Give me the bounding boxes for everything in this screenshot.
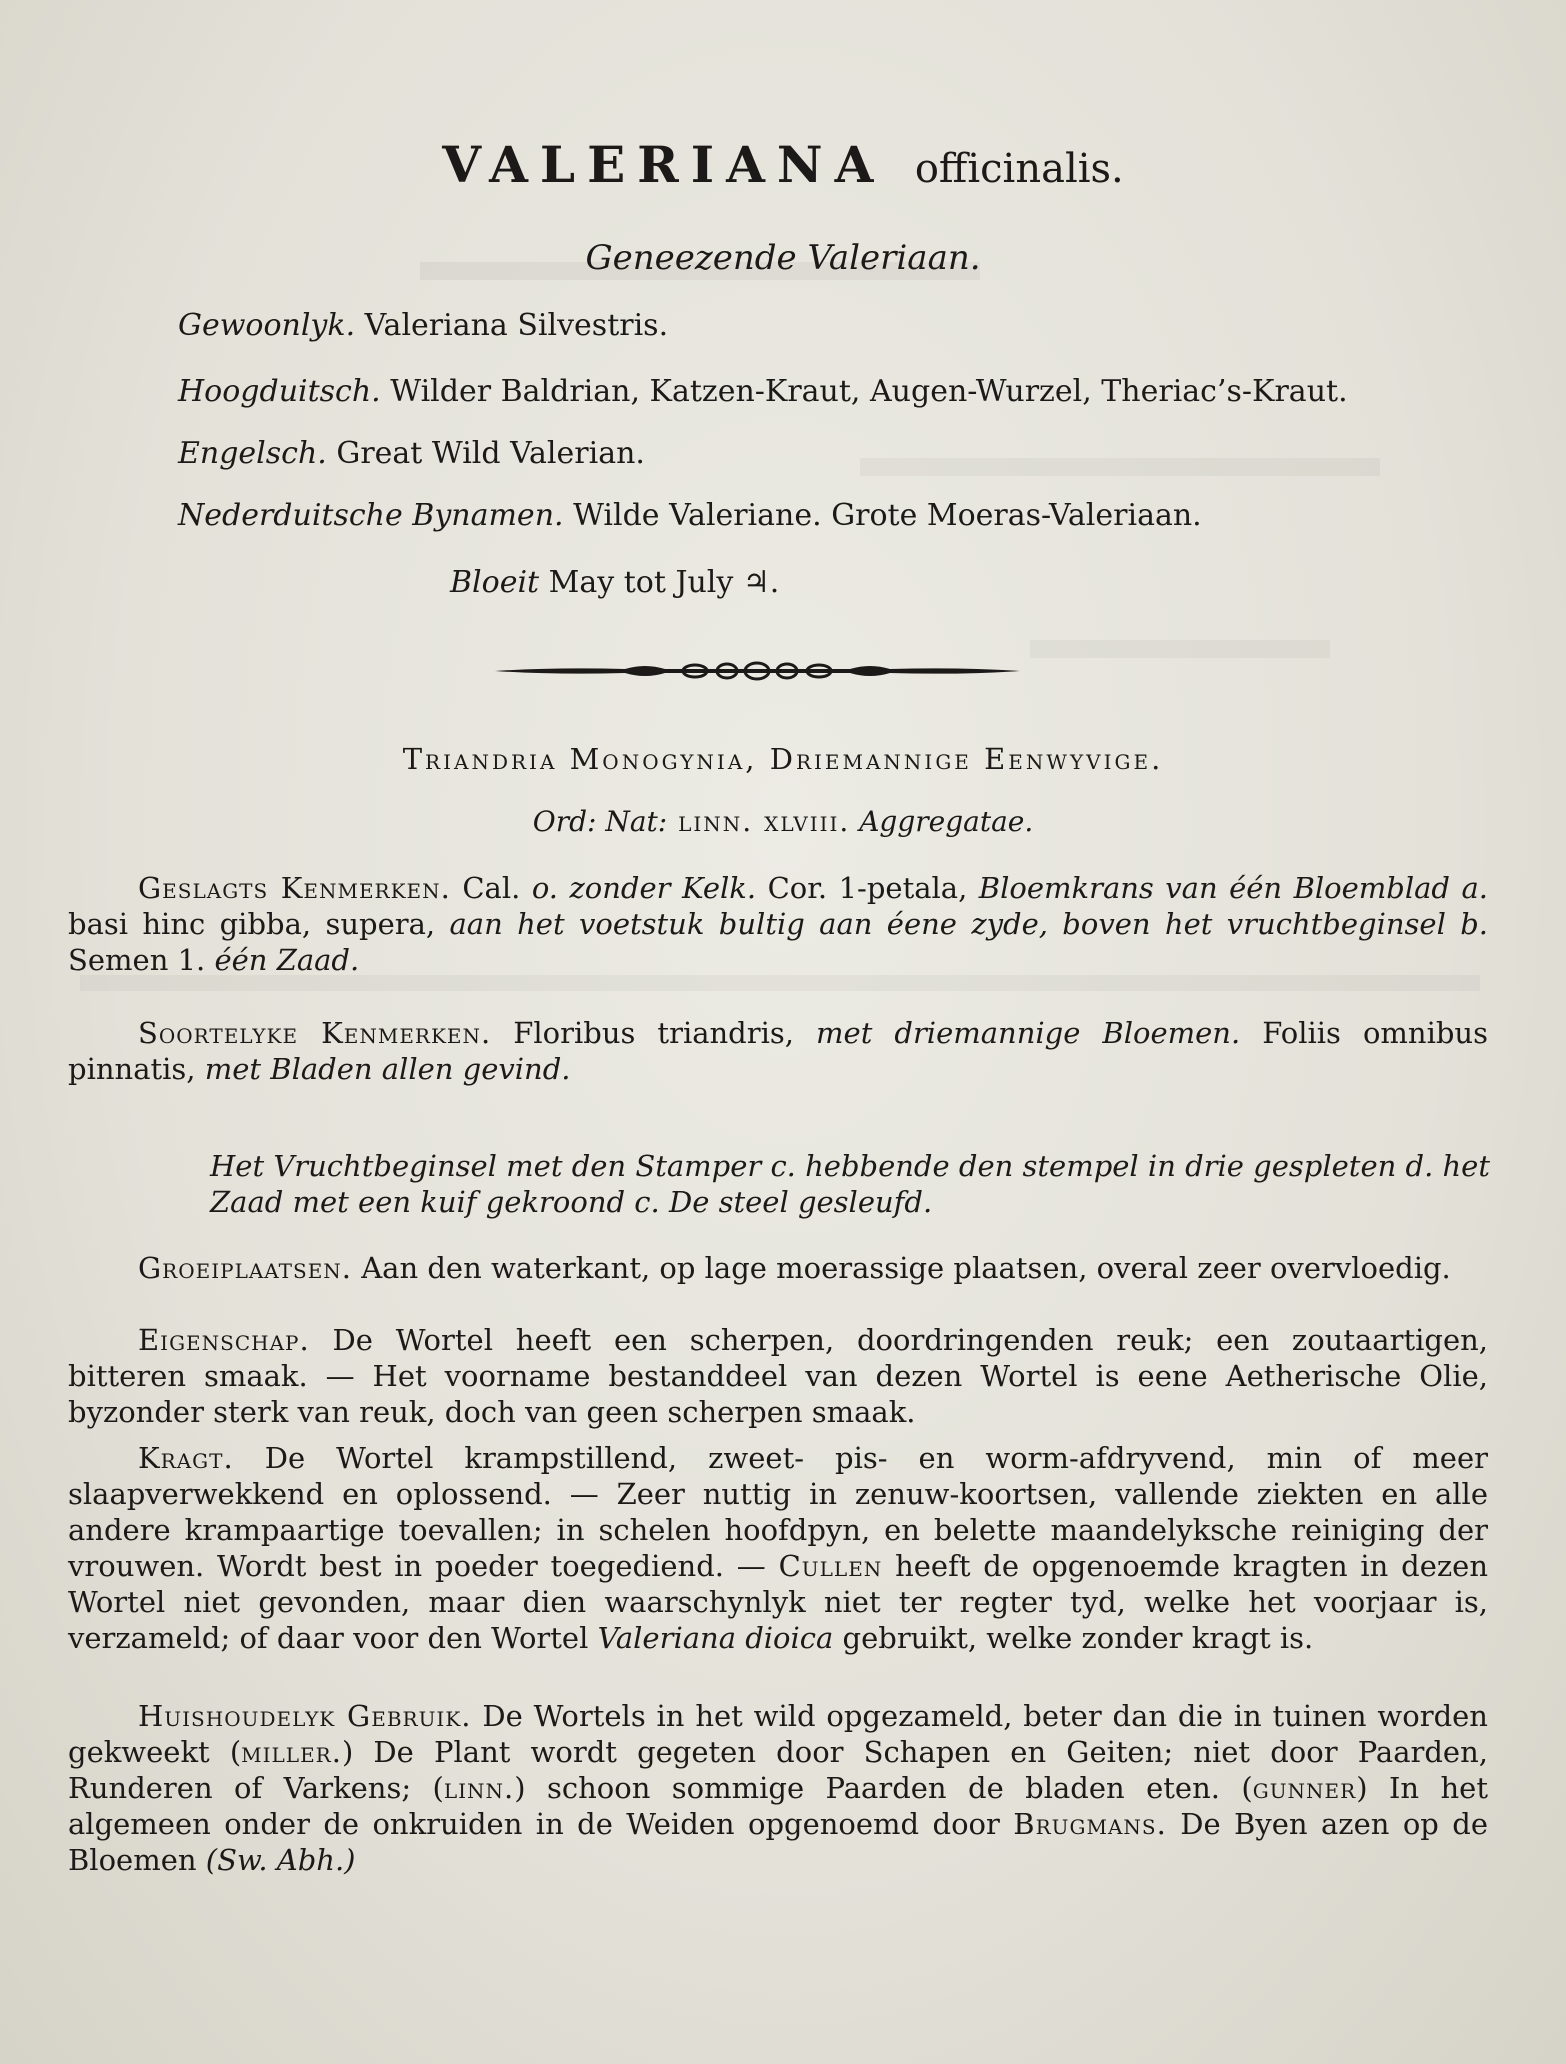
- order-prefix: Ord: Nat:: [532, 805, 668, 838]
- author-name: gunner: [1252, 1771, 1357, 1805]
- section-text: Aan den waterkant, op lage moerassige plaatsen, overal zeer overvloedig.: [352, 1251, 1451, 1285]
- genus-characteristics: [68, 870, 1488, 978]
- section-text: gebruikt, welke zonder kragt is.: [833, 1621, 1314, 1655]
- section-text: De Byen azen op de Bloemen: [68, 1807, 1488, 1877]
- latin-text: Cor. 1-petala,: [756, 871, 979, 905]
- author-name: Brugmans.: [1013, 1807, 1167, 1841]
- dutch-translation: o. zonder Kelk.: [531, 871, 757, 905]
- section-text: ) De Plant wordt gegeten door Schapen en Geiten; niet door Paarden, Runderen of Varkens; (: [68, 1735, 1488, 1805]
- dutch-translation: aan het voetstuk bultig aan éene zyde, boven het vruchtbeginsel b.: [449, 907, 1488, 941]
- section-heading: Soortelyke Kenmerken.: [138, 1016, 492, 1050]
- synonym-text: Wilde Valeriane. Grote Moeras-Valeriaan.: [563, 498, 1202, 533]
- section-text: De Wortel krampstillend, zweet- pis- en worm-afdryvend, min of meer slaapverwekkend en oplossend. — Zeer nuttig in zenuw-koortsen, vallende ziekten en alle andere krampaartige toevallen; in schelen hoofdpyn, en belette maandelyksche reiniging der vrouwen. Wordt best in poeder toegediend. —: [68, 1441, 1488, 1583]
- synonym-text: Wilder Baldrian, Katzen-Kraut, Augen-Wurzel, Theriac’s-Kraut.: [380, 374, 1348, 409]
- flowering-label: Bloeit: [450, 565, 540, 600]
- latin-text: Foliis omnibus pinnatis,: [68, 1016, 1488, 1086]
- natural-order: [0, 805, 1566, 838]
- synonym-label: Gewoonlyk.: [178, 308, 356, 343]
- dutch-translation: één Zaad.: [214, 943, 360, 977]
- flowering-text: May tot July ♃.: [539, 565, 780, 600]
- section-text: De Wortel heeft een scherpen, doordringenden reuk; een zoutaartigen, bitteren smaak. — Het voorname bestanddeel van dezen Wortel is eene Aetherische Olie, byzonder sterk van reuk, doch van geen scherpen smaak.: [68, 1323, 1488, 1429]
- household-use: [68, 1698, 1488, 1878]
- section-text: heeft de opgenoemde kragten in dezen Wortel niet gevonden, maar dien waarschynlyk niet ter regter tyd, welke het voorjaar is, verzameld; of daar voor den Wortel: [68, 1549, 1488, 1655]
- synonym-line: [178, 308, 668, 343]
- common-name: Geneezende Valeriaan.: [585, 238, 981, 278]
- section-heading: Huishoudelyk Gebruik.: [138, 1699, 472, 1733]
- properties: [68, 1322, 1488, 1430]
- section-heading: Kragt.: [138, 1441, 234, 1475]
- bleed-through-line: [860, 458, 1380, 476]
- order-linn: linn. xlviii.: [667, 805, 851, 838]
- species-characteristics: [68, 1015, 1488, 1087]
- author-name: linn.: [443, 1771, 515, 1805]
- latin-text: Semen 1.: [68, 943, 215, 977]
- species-reference: Valeriana dioica: [597, 1621, 834, 1655]
- section-text: De Wortels in het wild opgezameld, beter dan die in tuinen worden gekweekt (: [68, 1699, 1488, 1769]
- author-name: Cullen: [778, 1549, 883, 1583]
- figure-caption: Het Vruchtbeginsel met den Stamper c. hebbende den stempel in drie gespleten d. het Zaad met een kuif gekroond c. De steel gesleufd.: [210, 1149, 1490, 1219]
- section-heading: Eigenschap.: [138, 1323, 310, 1357]
- genus-name: VALERIANA: [442, 135, 886, 194]
- medicinal-power: [68, 1440, 1488, 1656]
- synonym-label: Hoogduitsch.: [178, 374, 381, 409]
- latin-text: basi hinc gibba, supera,: [68, 907, 450, 941]
- latin-text: Floribus triandris,: [491, 1016, 817, 1050]
- dutch-translation: Bloemkrans van één Bloemblad a.: [978, 871, 1488, 905]
- species-name: officinalis.: [914, 146, 1124, 192]
- section-text: ) In het algemeen onder de onkruiden in de Weiden opgenoemd door: [68, 1771, 1488, 1841]
- synonym-text: Great Wild Valerian.: [326, 436, 645, 471]
- growing-places: [68, 1250, 1488, 1286]
- flowering-period: [450, 565, 779, 600]
- synonym-text: Valeriana Silvestris.: [355, 308, 669, 343]
- synonym-line: [178, 498, 1202, 533]
- synonym-label: Engelsch.: [178, 436, 327, 471]
- bleed-through-line: [1030, 640, 1330, 658]
- synonym-line: [178, 436, 645, 471]
- ornament-divider: [495, 656, 1020, 686]
- order-name: Aggregatae.: [850, 805, 1034, 838]
- dutch-translation: met driemannige Bloemen.: [816, 1016, 1241, 1050]
- latin-text: Cal.: [450, 871, 532, 905]
- synonym-line: [178, 374, 1348, 409]
- dutch-translation: met Bladen allen gevind.: [204, 1052, 571, 1086]
- section-heading: Groeiplaatsen.: [138, 1251, 353, 1285]
- synonym-label: Nederduitsche Bynamen.: [178, 498, 564, 533]
- section-text: ) schoon sommige Paarden de bladen eten. (: [514, 1771, 1253, 1805]
- page-title: [0, 135, 1566, 194]
- source-reference: (Sw. Abh.): [205, 1843, 356, 1877]
- author-name: miller.: [241, 1735, 342, 1769]
- classification-heading: Triandria Monogynia, Driemannige Eenwyvige.: [402, 742, 1164, 776]
- section-heading: Geslagts Kenmerken.: [138, 871, 451, 905]
